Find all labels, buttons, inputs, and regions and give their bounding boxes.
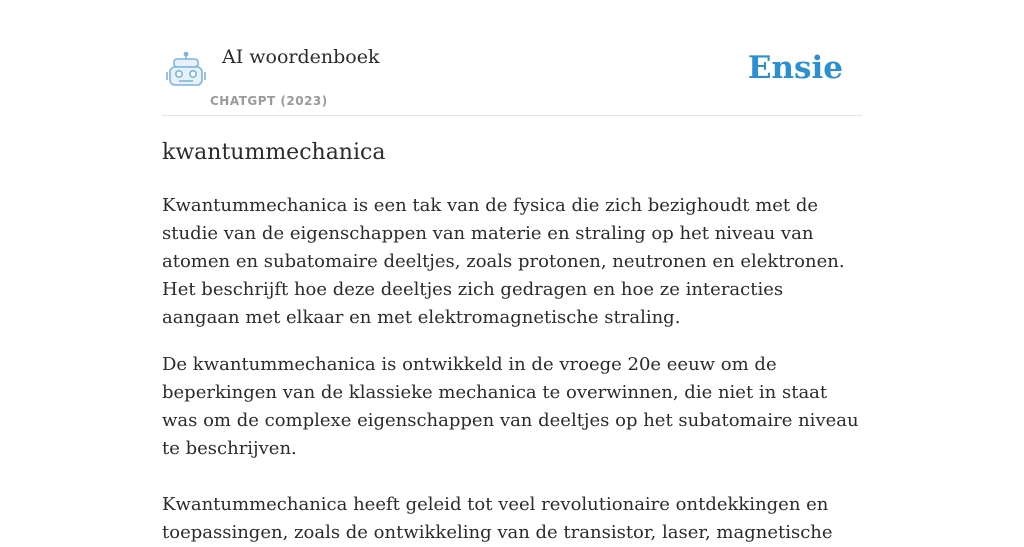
source-label: CHATGPT (2023): [210, 94, 328, 108]
entry-body: [162, 192, 862, 547]
paragraph-3: Kwantummechanica heeft geleid tot veel revolutionaire ontdekkingen en toepassingen, zoals de ontwikkeling van de transistor, laser, magnetische: [162, 494, 833, 543]
entry-term: kwantummechanica: [162, 140, 386, 165]
paragraph-2: De kwantummechanica is ontwikkeld in de vroege 20e eeuw om de beperkingen van de klassieke mechanica te overwinnen, die niet in staat was om de complexe eigenschappen van deeltjes op het subatomaire niveau te beschrijven.: [162, 354, 859, 459]
dictionary-title[interactable]: AI woordenboek: [222, 46, 380, 68]
robot-icon: [166, 52, 206, 88]
paragraph-1: Kwantummechanica is een tak van de fysica die zich bezighoudt met de studie van de eigenschappen van materie en straling op het niveau van atomen en subatomaire deeltjes, zoals protonen, neutronen en elektronen. Het beschrijft hoe deze deeltjes zich gedragen en hoe ze interacties aangaan met elkaar en met elektromagnetische straling.: [162, 195, 845, 328]
brand-logo[interactable]: Ensie: [747, 50, 843, 86]
header: [162, 40, 862, 116]
